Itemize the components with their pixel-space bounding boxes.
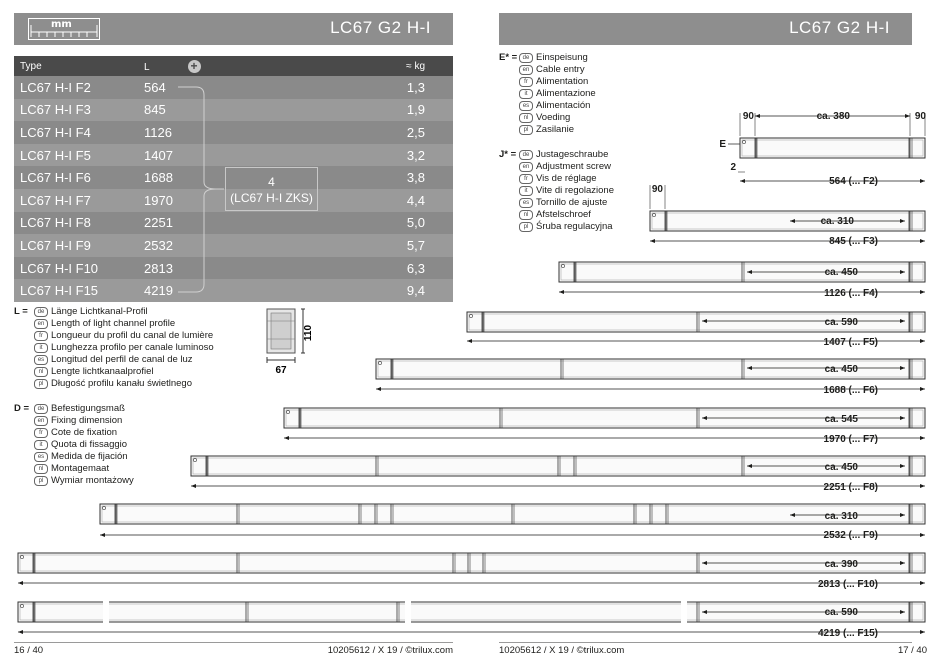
dim-f10-arrow-start — [18, 581, 23, 585]
length-cell: 4219 — [138, 279, 316, 302]
dim-590-f5-label: ca. 590 — [824, 317, 858, 328]
channel-profile — [740, 138, 925, 158]
dim-90-f3-label: 90 — [651, 184, 663, 195]
weight-cell: 1,3 — [316, 76, 453, 99]
weight-cell: 5,7 — [316, 234, 453, 257]
dim-450-f4-label: ca. 450 — [824, 267, 858, 278]
dim-f8-arrow-end — [920, 484, 925, 488]
dim-f2-arrow-end — [920, 179, 925, 183]
break-gap — [103, 601, 109, 623]
legend-text: Vis de réglage — [536, 173, 597, 184]
language-badge-icon: es — [34, 355, 48, 365]
profile-height: 110 — [303, 324, 314, 342]
weight-cell: 3,2 — [316, 144, 453, 167]
dim-f10-arrow-end — [920, 581, 925, 585]
language-badge-icon: fr — [519, 174, 533, 184]
language-badge-icon: de — [34, 307, 48, 317]
language-badge-icon: it — [519, 186, 533, 196]
legend-text: Zasilanie — [536, 124, 575, 135]
language-badge-icon: de — [519, 150, 533, 160]
right-page-title: LC67 G2 H-I — [789, 18, 890, 37]
dim-f2-arrow-start — [740, 179, 745, 183]
dim-f6-arrow-start — [376, 387, 381, 391]
legend-text: Longueur du profil du canal de lumière — [51, 330, 214, 341]
legend-l-key: L = — [14, 306, 28, 317]
left-page-number: 16 / 40 — [14, 645, 44, 656]
length-cell: 1126 — [138, 121, 316, 144]
dim-310-f9-label: ca. 310 — [824, 511, 858, 522]
language-badge-icon: nl — [34, 367, 48, 377]
dim-f2-label: 564 (... F2) — [829, 176, 878, 187]
language-badge-icon: it — [34, 343, 48, 353]
weight-cell: 2,5 — [316, 121, 453, 144]
col-weight: ≈ kg — [316, 56, 453, 76]
legend-text: Cable entry — [536, 64, 585, 75]
weight-cell: 3,8 — [316, 166, 453, 189]
legend-text: Länge Lichtkanal-Profil — [51, 306, 148, 317]
dim-f15-arrow-end — [920, 630, 925, 634]
type-cell: LC67 H-I F7 — [14, 189, 138, 212]
language-badge-icon: en — [34, 319, 48, 329]
language-badge-icon: de — [34, 404, 48, 414]
dim-90-left-label: 90 — [742, 111, 754, 122]
language-badge-icon: pl — [519, 125, 533, 135]
plus-icon: + — [188, 60, 201, 73]
e-label: E — [719, 139, 726, 150]
dim-f7-label: 1970 (... F7) — [823, 434, 878, 445]
zks-count: 4 — [268, 175, 275, 189]
legend-text: Length of light channel profile — [51, 318, 176, 329]
dim-380-arrow-start — [755, 114, 760, 118]
dim-f3-arrow-end — [920, 239, 925, 243]
dim-390-f10-label: ca. 390 — [824, 559, 858, 570]
type-cell: LC67 H-I F10 — [14, 257, 138, 280]
language-badge-icon: es — [34, 452, 48, 462]
dim-590-f15-label: ca. 590 — [824, 607, 858, 618]
dim-545-f7-label: ca. 545 — [824, 414, 858, 425]
dim-f5-label: 1407 (... F5) — [823, 337, 878, 348]
type-cell: LC67 H-I F2 — [14, 76, 138, 99]
language-badge-icon: fr — [34, 428, 48, 438]
channel-profile — [100, 504, 925, 524]
left-page-title: LC67 G2 H-I — [330, 18, 431, 37]
legend-text: Justageschraube — [536, 149, 609, 160]
language-badge-icon: en — [519, 162, 533, 172]
legend-text: Wymiar montażowy — [51, 475, 134, 486]
legend-text: Fixing dimension — [51, 415, 123, 426]
language-badge-icon: pl — [34, 379, 48, 389]
weight-cell: 1,9 — [316, 99, 453, 122]
legend-text: Lengte lichtkanaalprofiel — [51, 366, 154, 377]
legend-d-key: D = — [14, 403, 30, 414]
dim-f5-arrow-end — [920, 339, 925, 343]
weight-cell: 4,4 — [316, 189, 453, 212]
language-badge-icon: fr — [519, 77, 533, 87]
length-cell: 2813 — [138, 257, 316, 280]
language-badge-icon: nl — [34, 464, 48, 474]
dim-f8-arrow-start — [191, 484, 196, 488]
type-cell: LC67 H-I F9 — [14, 234, 138, 257]
legend-text: Śruba regulacyjna — [536, 221, 613, 232]
language-badge-icon: pl — [34, 476, 48, 486]
dim-f7-arrow-start — [284, 436, 289, 440]
length-cell: 1407 — [138, 144, 316, 167]
right-footer-ref: 10205612 / X 19 / ©trilux.com — [499, 645, 625, 656]
dim-f9-label: 2532 (... F9) — [823, 530, 878, 541]
profile-width: 67 — [275, 365, 287, 376]
mm-label: mm — [51, 19, 72, 30]
language-badge-icon: de — [519, 53, 533, 63]
legend-text: Tornillo de ajuste — [536, 197, 608, 208]
dim-f10-label: 2813 (... F10) — [817, 579, 878, 590]
dim-f15-arrow-start — [18, 630, 23, 634]
type-cell: LC67 H-I F15 — [14, 279, 138, 302]
language-badge-icon: es — [519, 101, 533, 111]
legend-text: Alimentación — [536, 100, 591, 111]
dim-310-f3-label: ca. 310 — [820, 216, 854, 227]
length-cell: 2251 — [138, 212, 316, 235]
legend-text: Medida de fijación — [51, 451, 128, 462]
legend-text: Afstelschroef — [536, 209, 591, 220]
type-cell: LC67 H-I F8 — [14, 212, 138, 235]
weight-cell: 5,0 — [316, 212, 453, 235]
dim-f3-label: 845 (... F3) — [829, 236, 878, 247]
language-badge-icon: fr — [34, 331, 48, 341]
break-gap — [405, 601, 411, 623]
legend-j-key: J* = — [499, 149, 517, 160]
dim-f9-arrow-end — [920, 533, 925, 537]
col-type: Type — [14, 56, 138, 76]
language-badge-icon: pl — [519, 222, 533, 232]
zks-name: (LC67 H-I ZKS) — [230, 191, 313, 205]
dim-380-arrow-end — [905, 114, 910, 118]
dim-f4-label: 1126 (... F4) — [824, 288, 878, 299]
legend-text: Długość profilu kanału świetlnego — [51, 378, 192, 389]
length-cell: 564 — [138, 76, 316, 99]
length-cell: 2532 — [138, 234, 316, 257]
legend-text: Alimentation — [536, 76, 589, 87]
legend-e-key: E* = — [499, 52, 518, 63]
type-cell: LC67 H-I F5 — [14, 144, 138, 167]
language-badge-icon: en — [519, 65, 533, 75]
weight-cell: 6,3 — [316, 257, 453, 280]
right-page-number: 17 / 40 — [897, 645, 927, 656]
type-cell: LC67 H-I F6 — [14, 166, 138, 189]
left-footer-ref: 10205612 / X 19 / ©trilux.com — [327, 645, 453, 656]
length-cell: 1688 — [138, 166, 316, 189]
language-badge-icon: nl — [519, 113, 533, 123]
dim-450-f8-label: ca. 450 — [824, 462, 858, 473]
dim-f7-arrow-end — [920, 436, 925, 440]
type-cell: LC67 H-I F3 — [14, 99, 138, 122]
dim-f8-label: 2251 (... F8) — [823, 482, 878, 493]
legend-text: Alimentazione — [536, 88, 596, 99]
dim-f15-label: 4219 (... F15) — [817, 628, 878, 639]
break-gap — [681, 601, 687, 623]
dim-f4-arrow-end — [920, 290, 925, 294]
dim-f5-arrow-start — [467, 339, 472, 343]
language-badge-icon: nl — [519, 210, 533, 220]
legend-text: Montagemaat — [51, 463, 110, 474]
legend-text: Longitud del perfil de canal de luz — [51, 354, 193, 365]
length-cell: 845 — [138, 99, 316, 122]
dim-f3-arrow-start — [650, 239, 655, 243]
dim-f6-arrow-end — [920, 387, 925, 391]
length-cell: 1970 — [138, 189, 316, 212]
weight-cell: 9,4 — [316, 279, 453, 302]
type-cell: LC67 H-I F4 — [14, 121, 138, 144]
dim-f6-label: 1688 (... F6) — [823, 385, 878, 396]
legend-text: Voeding — [536, 112, 571, 123]
col-length: L + — [138, 56, 316, 76]
language-badge-icon: es — [519, 198, 533, 208]
legend-text: Adjustment screw — [536, 161, 611, 172]
dim-f9-arrow-start — [100, 533, 105, 537]
dim-380-label: ca. 380 — [816, 111, 850, 122]
dim-450-f6-label: ca. 450 — [824, 364, 858, 375]
legend-text: Lunghezza profilo per canale luminoso — [51, 342, 214, 353]
legend-text: Befestigungsmaß — [51, 403, 125, 414]
legend-text: Cote de fixation — [51, 427, 118, 438]
language-badge-icon: en — [34, 416, 48, 426]
language-badge-icon: it — [519, 89, 533, 99]
legend-text: Einspeisung — [536, 52, 588, 63]
dim-90-right-label: 90 — [914, 111, 926, 122]
language-badge-icon: it — [34, 440, 48, 450]
dim-2-label: 2 — [730, 162, 736, 173]
legend-text: Vite di regolazione — [536, 185, 614, 196]
legend-text: Quota di fissaggio — [51, 439, 128, 450]
dim-f4-arrow-start — [559, 290, 564, 294]
